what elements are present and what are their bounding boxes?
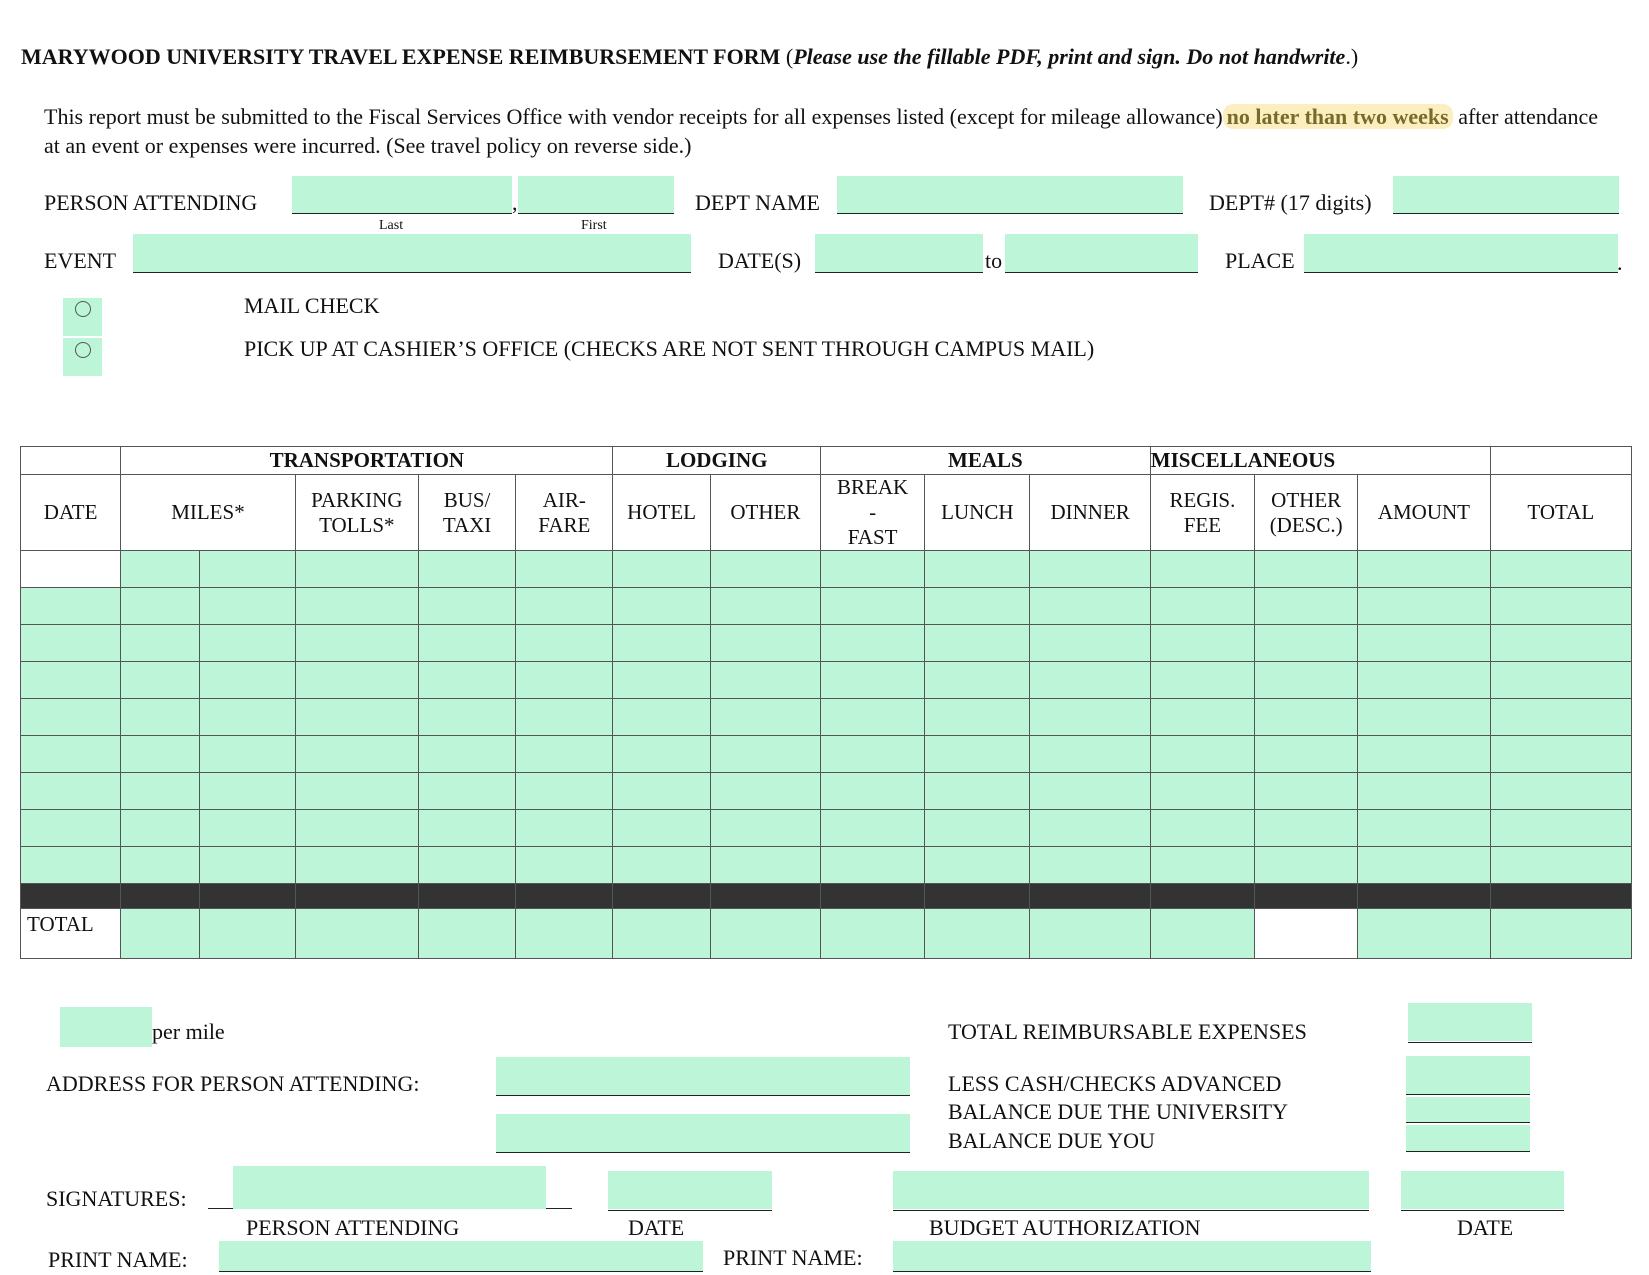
date1-caption: DATE [628, 1215, 685, 1240]
cell-bus-taxi-input[interactable] [418, 810, 515, 847]
cell-lodging-other-input[interactable] [710, 662, 820, 699]
date-to-underline [1005, 272, 1198, 273]
cell-parking-input[interactable] [295, 773, 418, 810]
cell-parking-input[interactable] [295, 699, 418, 736]
col-air-line1: AIR- [542, 487, 586, 512]
print-name2-input[interactable] [893, 1241, 1371, 1271]
print-name1-label: PRINT NAME: [48, 1247, 188, 1272]
cell-parking-input[interactable] [295, 625, 418, 662]
address-line2-underline [496, 1152, 910, 1153]
less-cash-underline [1406, 1094, 1530, 1095]
total-lodging-other[interactable] [710, 909, 820, 959]
col-lodging-other: OTHER [710, 475, 820, 551]
cell-total-input[interactable] [1490, 551, 1631, 588]
balance-university-input[interactable] [1406, 1097, 1530, 1122]
table-row [21, 625, 1632, 662]
cell-airfare-input[interactable] [516, 551, 613, 588]
total-parking[interactable] [295, 909, 418, 959]
total-amount[interactable] [1358, 909, 1490, 959]
cell-lodging-other-input[interactable] [710, 625, 820, 662]
col-otherdesc-line1: OTHER [1271, 487, 1342, 512]
cell-bus-taxi-input[interactable] [418, 736, 515, 773]
last-caption: Last [379, 218, 404, 233]
cell-lunch-input[interactable] [925, 662, 1030, 699]
signature-date2-input[interactable] [1401, 1171, 1564, 1209]
cell-total-input[interactable] [1490, 847, 1631, 884]
cell-total-input[interactable] [1490, 810, 1631, 847]
title-paren-close: .) [1345, 44, 1359, 69]
balance-university-label: BALANCE DUE THE UNIVERSITY [948, 1099, 1288, 1124]
signature-date2-underline [1401, 1210, 1564, 1211]
table-row [21, 810, 1632, 847]
cell-miles-b-input[interactable] [200, 773, 295, 810]
budget-auth-caption: BUDGET AUTHORIZATION [929, 1215, 1201, 1240]
cell-bus-taxi-input[interactable] [418, 588, 515, 625]
col-total: TOTAL [1490, 475, 1631, 551]
cell-date-input[interactable] [21, 810, 121, 847]
cell-lunch-input[interactable] [925, 625, 1030, 662]
print-name2-underline [893, 1271, 1371, 1272]
group-transportation: TRANSPORTATION [121, 447, 613, 475]
cell-miles-a-input[interactable] [121, 662, 200, 699]
cell-airfare-input[interactable] [516, 588, 613, 625]
col-other-desc [1255, 475, 1358, 551]
balance-you-underline [1406, 1151, 1530, 1152]
cell-parking-input[interactable] [295, 551, 418, 588]
cell-bus-taxi-input[interactable] [418, 699, 515, 736]
first-name-input[interactable] [518, 176, 674, 214]
pickup-radio[interactable] [63, 338, 102, 376]
cell-miles-b-input[interactable] [200, 810, 295, 847]
cell-regis-fee-input[interactable] [1150, 736, 1254, 773]
cell-breakfast-input[interactable] [820, 662, 924, 699]
cell-regis-fee-input[interactable] [1150, 773, 1254, 810]
cell-other-desc-input[interactable] [1255, 699, 1358, 736]
cell-lodging-other-input[interactable] [710, 699, 820, 736]
signature-date1-input[interactable] [608, 1171, 772, 1209]
cell-amount-input[interactable] [1358, 625, 1490, 662]
cell-other-desc-input[interactable] [1255, 810, 1358, 847]
dept-number-input[interactable] [1393, 176, 1619, 214]
group-meals: MEALS [820, 447, 1150, 475]
total-dinner[interactable] [1030, 909, 1150, 959]
cell-hotel-input[interactable] [613, 773, 710, 810]
cell-date-input[interactable] [21, 551, 121, 588]
table-row [21, 699, 1632, 736]
col-regis-fee [1150, 475, 1254, 551]
cell-bus-taxi-input[interactable] [418, 847, 515, 884]
cell-total-input[interactable] [1490, 699, 1631, 736]
cell-dinner-input[interactable] [1030, 551, 1150, 588]
cell-dinner-input[interactable] [1030, 736, 1150, 773]
col-hotel: HOTEL [613, 475, 710, 551]
cell-miles-b-input[interactable] [200, 736, 295, 773]
group-blank-right [1490, 447, 1631, 475]
cell-miles-a-input[interactable] [121, 699, 200, 736]
intro-deadline-highlight: no later than two weeks [1223, 104, 1453, 129]
total-lunch[interactable] [925, 909, 1030, 959]
cell-lunch-input[interactable] [925, 588, 1030, 625]
cell-parking-input[interactable] [295, 810, 418, 847]
cell-miles-b-input[interactable] [200, 662, 295, 699]
cell-miles-a-input[interactable] [121, 773, 200, 810]
date2-caption: DATE [1457, 1215, 1514, 1240]
col-miles: MILES* [121, 475, 295, 551]
total-hotel[interactable] [613, 909, 710, 959]
total-row [21, 909, 1632, 959]
col-regis-line1: REGIS. [1169, 487, 1236, 512]
place-label: PLACE [1225, 248, 1295, 273]
table-row [21, 847, 1632, 884]
expense-table [20, 446, 1632, 959]
address-label: ADDRESS FOR PERSON ATTENDING: [46, 1071, 420, 1096]
cell-airfare-input[interactable] [516, 847, 613, 884]
cell-breakfast-input[interactable] [820, 588, 924, 625]
table-row [21, 551, 1632, 588]
col-bus-line1: BUS/ [443, 487, 491, 512]
cell-hotel-input[interactable] [613, 588, 710, 625]
mail-check-radio[interactable] [63, 298, 102, 336]
cell-total-input[interactable] [1490, 625, 1631, 662]
cell-airfare-input[interactable] [516, 625, 613, 662]
total-other-desc [1255, 909, 1358, 959]
cell-miles-a-input[interactable] [121, 625, 200, 662]
cell-miles-b-input[interactable] [200, 847, 295, 884]
total-reimbursable-underline [1408, 1042, 1532, 1043]
cell-regis-fee-input[interactable] [1150, 810, 1254, 847]
cell-miles-a-input[interactable] [121, 551, 200, 588]
cell-breakfast-input[interactable] [820, 699, 924, 736]
cell-bus-taxi-input[interactable] [418, 662, 515, 699]
cell-other-desc-input[interactable] [1255, 662, 1358, 699]
group-blank-left [21, 447, 121, 475]
event-label: EVENT [44, 248, 117, 273]
cell-lunch-input[interactable] [925, 810, 1030, 847]
cell-lodging-other-input[interactable] [710, 810, 820, 847]
total-regis[interactable] [1150, 909, 1254, 959]
cell-hotel-input[interactable] [613, 699, 710, 736]
balance-university-underline [1406, 1122, 1530, 1123]
cell-date-input[interactable] [21, 625, 121, 662]
col-break-line1: BREAK [837, 475, 909, 499]
last-name-input[interactable] [292, 176, 512, 214]
cell-date-input[interactable] [21, 662, 121, 699]
event-input[interactable] [133, 234, 691, 272]
cell-airfare-input[interactable] [516, 773, 613, 810]
col-bus-line2: TAXI [442, 512, 492, 537]
cell-date-input[interactable] [21, 773, 121, 810]
cell-hotel-input[interactable] [613, 662, 710, 699]
cell-other-desc-input[interactable] [1255, 588, 1358, 625]
intro-paragraph [44, 102, 1604, 160]
col-parking-line1: PARKING [311, 487, 403, 512]
signatures-label: SIGNATURES: [46, 1186, 187, 1211]
cell-hotel-input[interactable] [613, 625, 710, 662]
cell-other-desc-input[interactable] [1255, 625, 1358, 662]
cell-regis-fee-input[interactable] [1150, 662, 1254, 699]
cell-bus-taxi-input[interactable] [418, 551, 515, 588]
title-paren-open: ( [780, 44, 794, 69]
pickup-label: PICK UP AT CASHIER’S OFFICE (CHECKS ARE NOT SENT THROUGH CAMPUS MAIL) [244, 336, 1095, 361]
cell-amount-input[interactable] [1358, 810, 1490, 847]
cell-miles-a-input[interactable] [121, 847, 200, 884]
person-signature-input[interactable] [233, 1166, 546, 1209]
budget-auth-underline [893, 1210, 1369, 1211]
cell-amount-input[interactable] [1358, 773, 1490, 810]
place-underline [1304, 272, 1618, 273]
print-name2-label: PRINT NAME: [723, 1245, 863, 1270]
cell-other-desc-input[interactable] [1255, 551, 1358, 588]
cell-airfare-input[interactable] [516, 736, 613, 773]
cell-miles-b-input[interactable] [200, 625, 295, 662]
per-mile-label: per mile [152, 1019, 225, 1044]
cell-amount-input[interactable] [1358, 736, 1490, 773]
cell-date-input[interactable] [21, 699, 121, 736]
dates-label: DATE(S) [718, 248, 802, 273]
column-header-row [21, 475, 1632, 551]
col-parking-tolls [295, 475, 418, 551]
col-regis-line2: FEE [1183, 512, 1222, 537]
cell-miles-a-input[interactable] [121, 588, 200, 625]
address-line1-input[interactable] [496, 1057, 910, 1095]
place-period: . [1617, 250, 1623, 275]
radio-circle-icon [75, 342, 91, 358]
cell-miles-b-input[interactable] [200, 699, 295, 736]
radio-circle-icon [75, 301, 91, 317]
name-comma: , [512, 190, 518, 215]
cell-lodging-other-input[interactable] [710, 588, 820, 625]
cell-hotel-input[interactable] [613, 810, 710, 847]
signature-date1-underline [608, 1210, 772, 1211]
dept-number-label: DEPT# (17 digits) [1209, 190, 1372, 215]
date-from-underline [815, 272, 983, 273]
cell-hotel-input[interactable] [613, 847, 710, 884]
cell-breakfast-input[interactable] [820, 551, 924, 588]
print-name1-input[interactable] [219, 1241, 703, 1271]
col-air-line2: FARE [538, 512, 591, 537]
balance-you-label: BALANCE DUE YOU [948, 1128, 1155, 1153]
cell-other-desc-input[interactable] [1255, 736, 1358, 773]
separator-bar [21, 884, 1632, 909]
total-row-label: TOTAL [21, 909, 121, 959]
cell-lodging-other-input[interactable] [710, 551, 820, 588]
cell-amount-input[interactable] [1358, 662, 1490, 699]
cell-breakfast-input[interactable] [820, 736, 924, 773]
col-date: DATE [21, 475, 121, 551]
cell-total-input[interactable] [1490, 773, 1631, 810]
first-name-underline [518, 213, 674, 214]
last-name-underline [292, 213, 512, 214]
cell-regis-fee-input[interactable] [1150, 847, 1254, 884]
table-row [21, 736, 1632, 773]
mail-check-label: MAIL CHECK [244, 293, 380, 318]
form-title [21, 44, 1358, 70]
cell-breakfast-input[interactable] [820, 847, 924, 884]
col-amount: AMOUNT [1358, 475, 1490, 551]
cell-dinner-input[interactable] [1030, 773, 1150, 810]
cell-lunch-input[interactable] [925, 551, 1030, 588]
cell-regis-fee-input[interactable] [1150, 699, 1254, 736]
per-mile-rate-input[interactable] [60, 1007, 152, 1047]
cell-bus-taxi-input[interactable] [418, 625, 515, 662]
col-airfare [516, 475, 613, 551]
cell-lunch-input[interactable] [925, 773, 1030, 810]
total-bus[interactable] [418, 909, 515, 959]
event-underline [133, 272, 691, 273]
total-air[interactable] [516, 909, 613, 959]
cell-date-input[interactable] [21, 847, 121, 884]
cell-miles-b-input[interactable] [200, 588, 295, 625]
total-reimbursable-label: TOTAL REIMBURSABLE EXPENSES [948, 1019, 1307, 1044]
address-line2-input[interactable] [496, 1114, 910, 1152]
first-caption: First [581, 218, 607, 233]
total-reimbursable-input[interactable] [1408, 1003, 1532, 1041]
cell-airfare-input[interactable] [516, 810, 613, 847]
cell-total-input[interactable] [1490, 662, 1631, 699]
cell-regis-fee-input[interactable] [1150, 551, 1254, 588]
total-total[interactable] [1490, 909, 1631, 959]
cell-breakfast-input[interactable] [820, 810, 924, 847]
budget-auth-input[interactable] [893, 1171, 1369, 1209]
place-input[interactable] [1304, 234, 1618, 272]
print-name1-underline [219, 1271, 703, 1272]
intro-text-after: after attendance at an event or expenses were incurred. (See travel policy on reverse side.) [44, 104, 1599, 158]
cell-miles-a-input[interactable] [121, 736, 200, 773]
cell-parking-input[interactable] [295, 662, 418, 699]
total-breakfast[interactable] [820, 909, 924, 959]
cell-regis-fee-input[interactable] [1150, 588, 1254, 625]
col-break-line3: FAST [847, 525, 898, 549]
less-cash-label: LESS CASH/CHECKS ADVANCED [948, 1071, 1282, 1096]
cell-other-desc-input[interactable] [1255, 847, 1358, 884]
cell-parking-input[interactable] [295, 847, 418, 884]
cell-date-input[interactable] [21, 588, 121, 625]
cell-amount-input[interactable] [1358, 551, 1490, 588]
col-lunch: LUNCH [925, 475, 1030, 551]
cell-dinner-input[interactable] [1030, 810, 1150, 847]
person-attending-caption: PERSON ATTENDING [246, 1215, 460, 1240]
cell-amount-input[interactable] [1358, 699, 1490, 736]
cell-dinner-input[interactable] [1030, 699, 1150, 736]
cell-total-input[interactable] [1490, 588, 1631, 625]
date-from-input[interactable] [815, 234, 983, 272]
col-breakfast [820, 475, 924, 551]
cell-lunch-input[interactable] [925, 699, 1030, 736]
col-dinner: DINNER [1030, 475, 1150, 551]
cell-dinner-input[interactable] [1030, 662, 1150, 699]
table-row [21, 662, 1632, 699]
cell-airfare-input[interactable] [516, 662, 613, 699]
total-miles-a[interactable] [121, 909, 200, 959]
table-row [21, 773, 1632, 810]
total-miles-b[interactable] [200, 909, 295, 959]
col-bus-taxi [418, 475, 515, 551]
col-break-line2: - [869, 500, 877, 524]
person-attending-label: PERSON ATTENDING [44, 190, 258, 215]
cell-amount-input[interactable] [1358, 588, 1490, 625]
dept-name-input[interactable] [837, 176, 1183, 214]
cell-lodging-other-input[interactable] [710, 847, 820, 884]
data-rows [21, 551, 1632, 884]
cell-miles-a-input[interactable] [121, 810, 200, 847]
cell-breakfast-input[interactable] [820, 773, 924, 810]
title-instruction: Please use the fillable PDF, print and sign. Do not handwrite [793, 44, 1346, 69]
dept-name-label: DEPT NAME [695, 190, 820, 215]
col-parking-line2: TOLLS* [319, 512, 395, 537]
less-cash-input[interactable] [1406, 1056, 1530, 1094]
cell-parking-input[interactable] [295, 588, 418, 625]
cell-dinner-input[interactable] [1030, 625, 1150, 662]
dept-name-underline [837, 213, 1183, 214]
cell-hotel-input[interactable] [613, 736, 710, 773]
col-otherdesc-line2: (DESC.) [1269, 512, 1343, 537]
cell-date-input[interactable] [21, 736, 121, 773]
cell-dinner-input[interactable] [1030, 847, 1150, 884]
table-row [21, 588, 1632, 625]
cell-lodging-other-input[interactable] [710, 773, 820, 810]
cell-lunch-input[interactable] [925, 736, 1030, 773]
cell-breakfast-input[interactable] [820, 625, 924, 662]
cell-total-input[interactable] [1490, 736, 1631, 773]
balance-you-input[interactable] [1406, 1125, 1530, 1151]
group-header-row [21, 447, 1632, 475]
cell-amount-input[interactable] [1358, 847, 1490, 884]
group-lodging: LODGING [613, 447, 821, 475]
cell-bus-taxi-input[interactable] [418, 773, 515, 810]
title-main: MARYWOOD UNIVERSITY TRAVEL EXPENSE REIMBURSEMENT FORM [21, 44, 781, 69]
cell-lodging-other-input[interactable] [710, 736, 820, 773]
cell-other-desc-input[interactable] [1255, 773, 1358, 810]
date-to-label: to [985, 248, 1003, 273]
cell-miles-b-input[interactable] [200, 551, 295, 588]
cell-regis-fee-input[interactable] [1150, 625, 1254, 662]
cell-dinner-input[interactable] [1030, 588, 1150, 625]
cell-lunch-input[interactable] [925, 847, 1030, 884]
cell-parking-input[interactable] [295, 736, 418, 773]
date-to-input[interactable] [1005, 234, 1198, 272]
cell-hotel-input[interactable] [613, 551, 710, 588]
cell-airfare-input[interactable] [516, 699, 613, 736]
address-line1-underline [496, 1095, 910, 1096]
group-miscellaneous: MISCELLANEOUS [1150, 447, 1490, 475]
intro-text-before: This report must be submitted to the Fiscal Services Office with vendor receipts for all expenses listed (except for mileage allowance) [44, 104, 1223, 129]
dept-number-underline [1393, 213, 1619, 214]
